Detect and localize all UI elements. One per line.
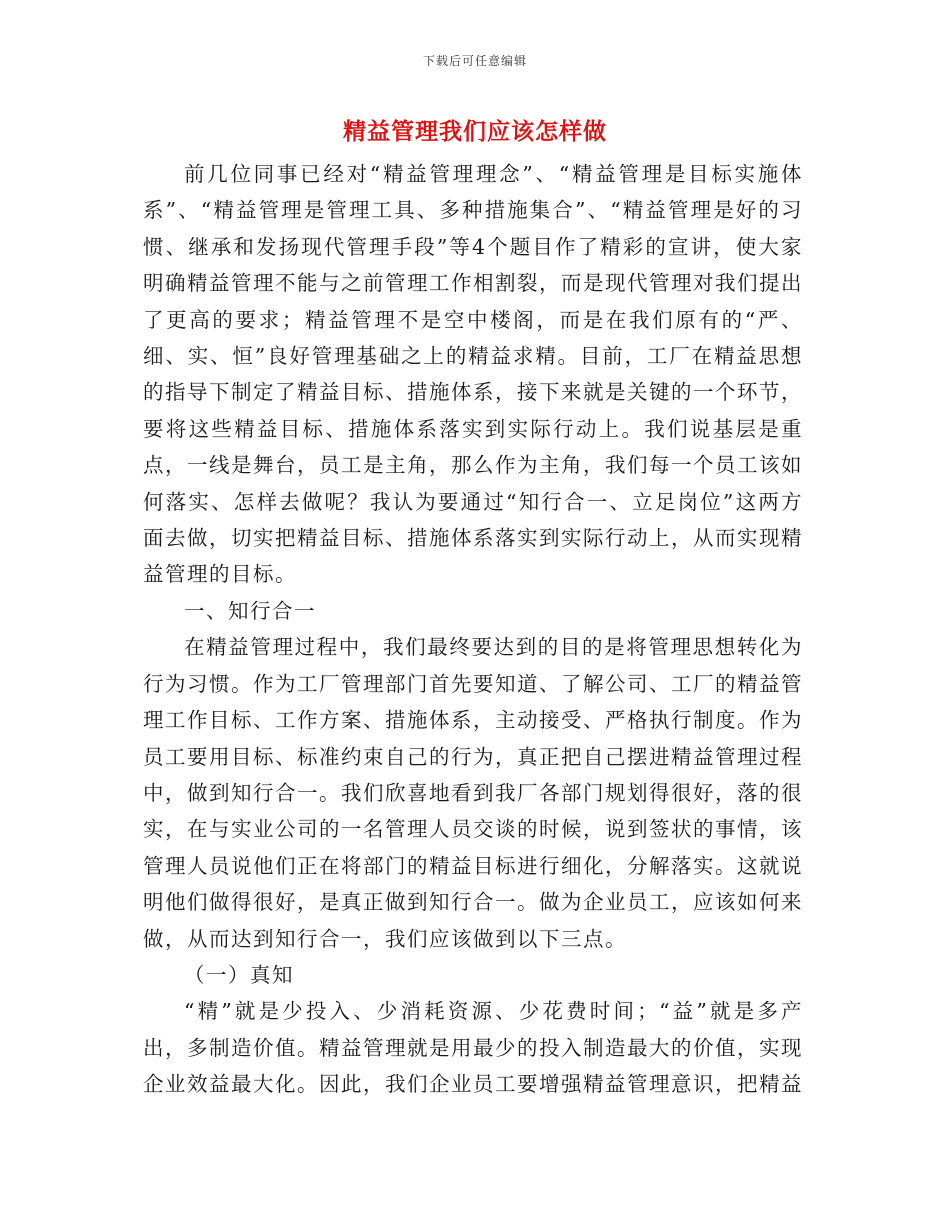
section-heading-1: 一、知行合一 xyxy=(184,598,316,623)
document-title: 精益管理我们应该怎样做 xyxy=(343,118,607,145)
header-note: 下载后可任意编辑 xyxy=(422,54,527,68)
paragraph-section-1: 在精益管理过程中，我们最终要达到的目的是将管理思想转化为行为习惯。作为工厂管理部门首先要知道、了解公司、工厂的精益管理工作目标、工作方案、措施体系，主动接受、严格执行制度。作为员工要用目标、标准约束自己的行为，真正把自己摆进精益管理过程中，做到知行合一。我们欣喜地看到我厂各部门规划得很好，落的很实，在与实业公司的一名管理人员交谈的时候，说到签状的事情，该管理人员说他们正在将部门的精益目标进行细化，分解落实。这就说明他们做得很好，是真正做到知行合一。做为企业员工，应该如何来做，从而达到知行合一，我们应该做到以下三点。 xyxy=(143,635,803,951)
subsection-heading-1: （一）真知 xyxy=(184,962,294,987)
paragraph-intro: 前几位同事已经对“精益管理理念”、“精益管理是目标实施体系”、“精益管理是管理工具、多种措施集合”、“精益管理是好的习惯、继承和发扬现代管理手段”等4个题目作了精彩的宣讲，使大家明确精益管理不能与之前管理工作相割裂，而是现代管理对我们提出了更高的要求；精益管理不是空中楼阁，而是在我们原有的“严、细、实、恒”良好管理基础之上的精益求精。目前，工厂在精益思想的指导下制定了精益目标、措施体系，接下来就是关键的一个环节，要将这些精益目标、措施体系落实到实际行动上。我们说基层是重点，一线是舞台，员工是主角，那么作为主角，我们每一个员工该如何落实、怎样去做呢？我认为要通过“知行合一、立足岗位”这两方面去做，切实把精益目标、措施体系落实到实际行动上，从而实现精益管理的目标。 xyxy=(143,162,803,587)
document-body xyxy=(143,156,803,1103)
paragraph-subsection-1: “精”就是少投入、少消耗资源、少花费时间；“益”就是多产出，多制造价值。精益管理就是用最少的投入制造最大的价值，实现企业效益最大化。因此，我们企业员工要增强精益管理意识，把精益 xyxy=(143,999,803,1097)
